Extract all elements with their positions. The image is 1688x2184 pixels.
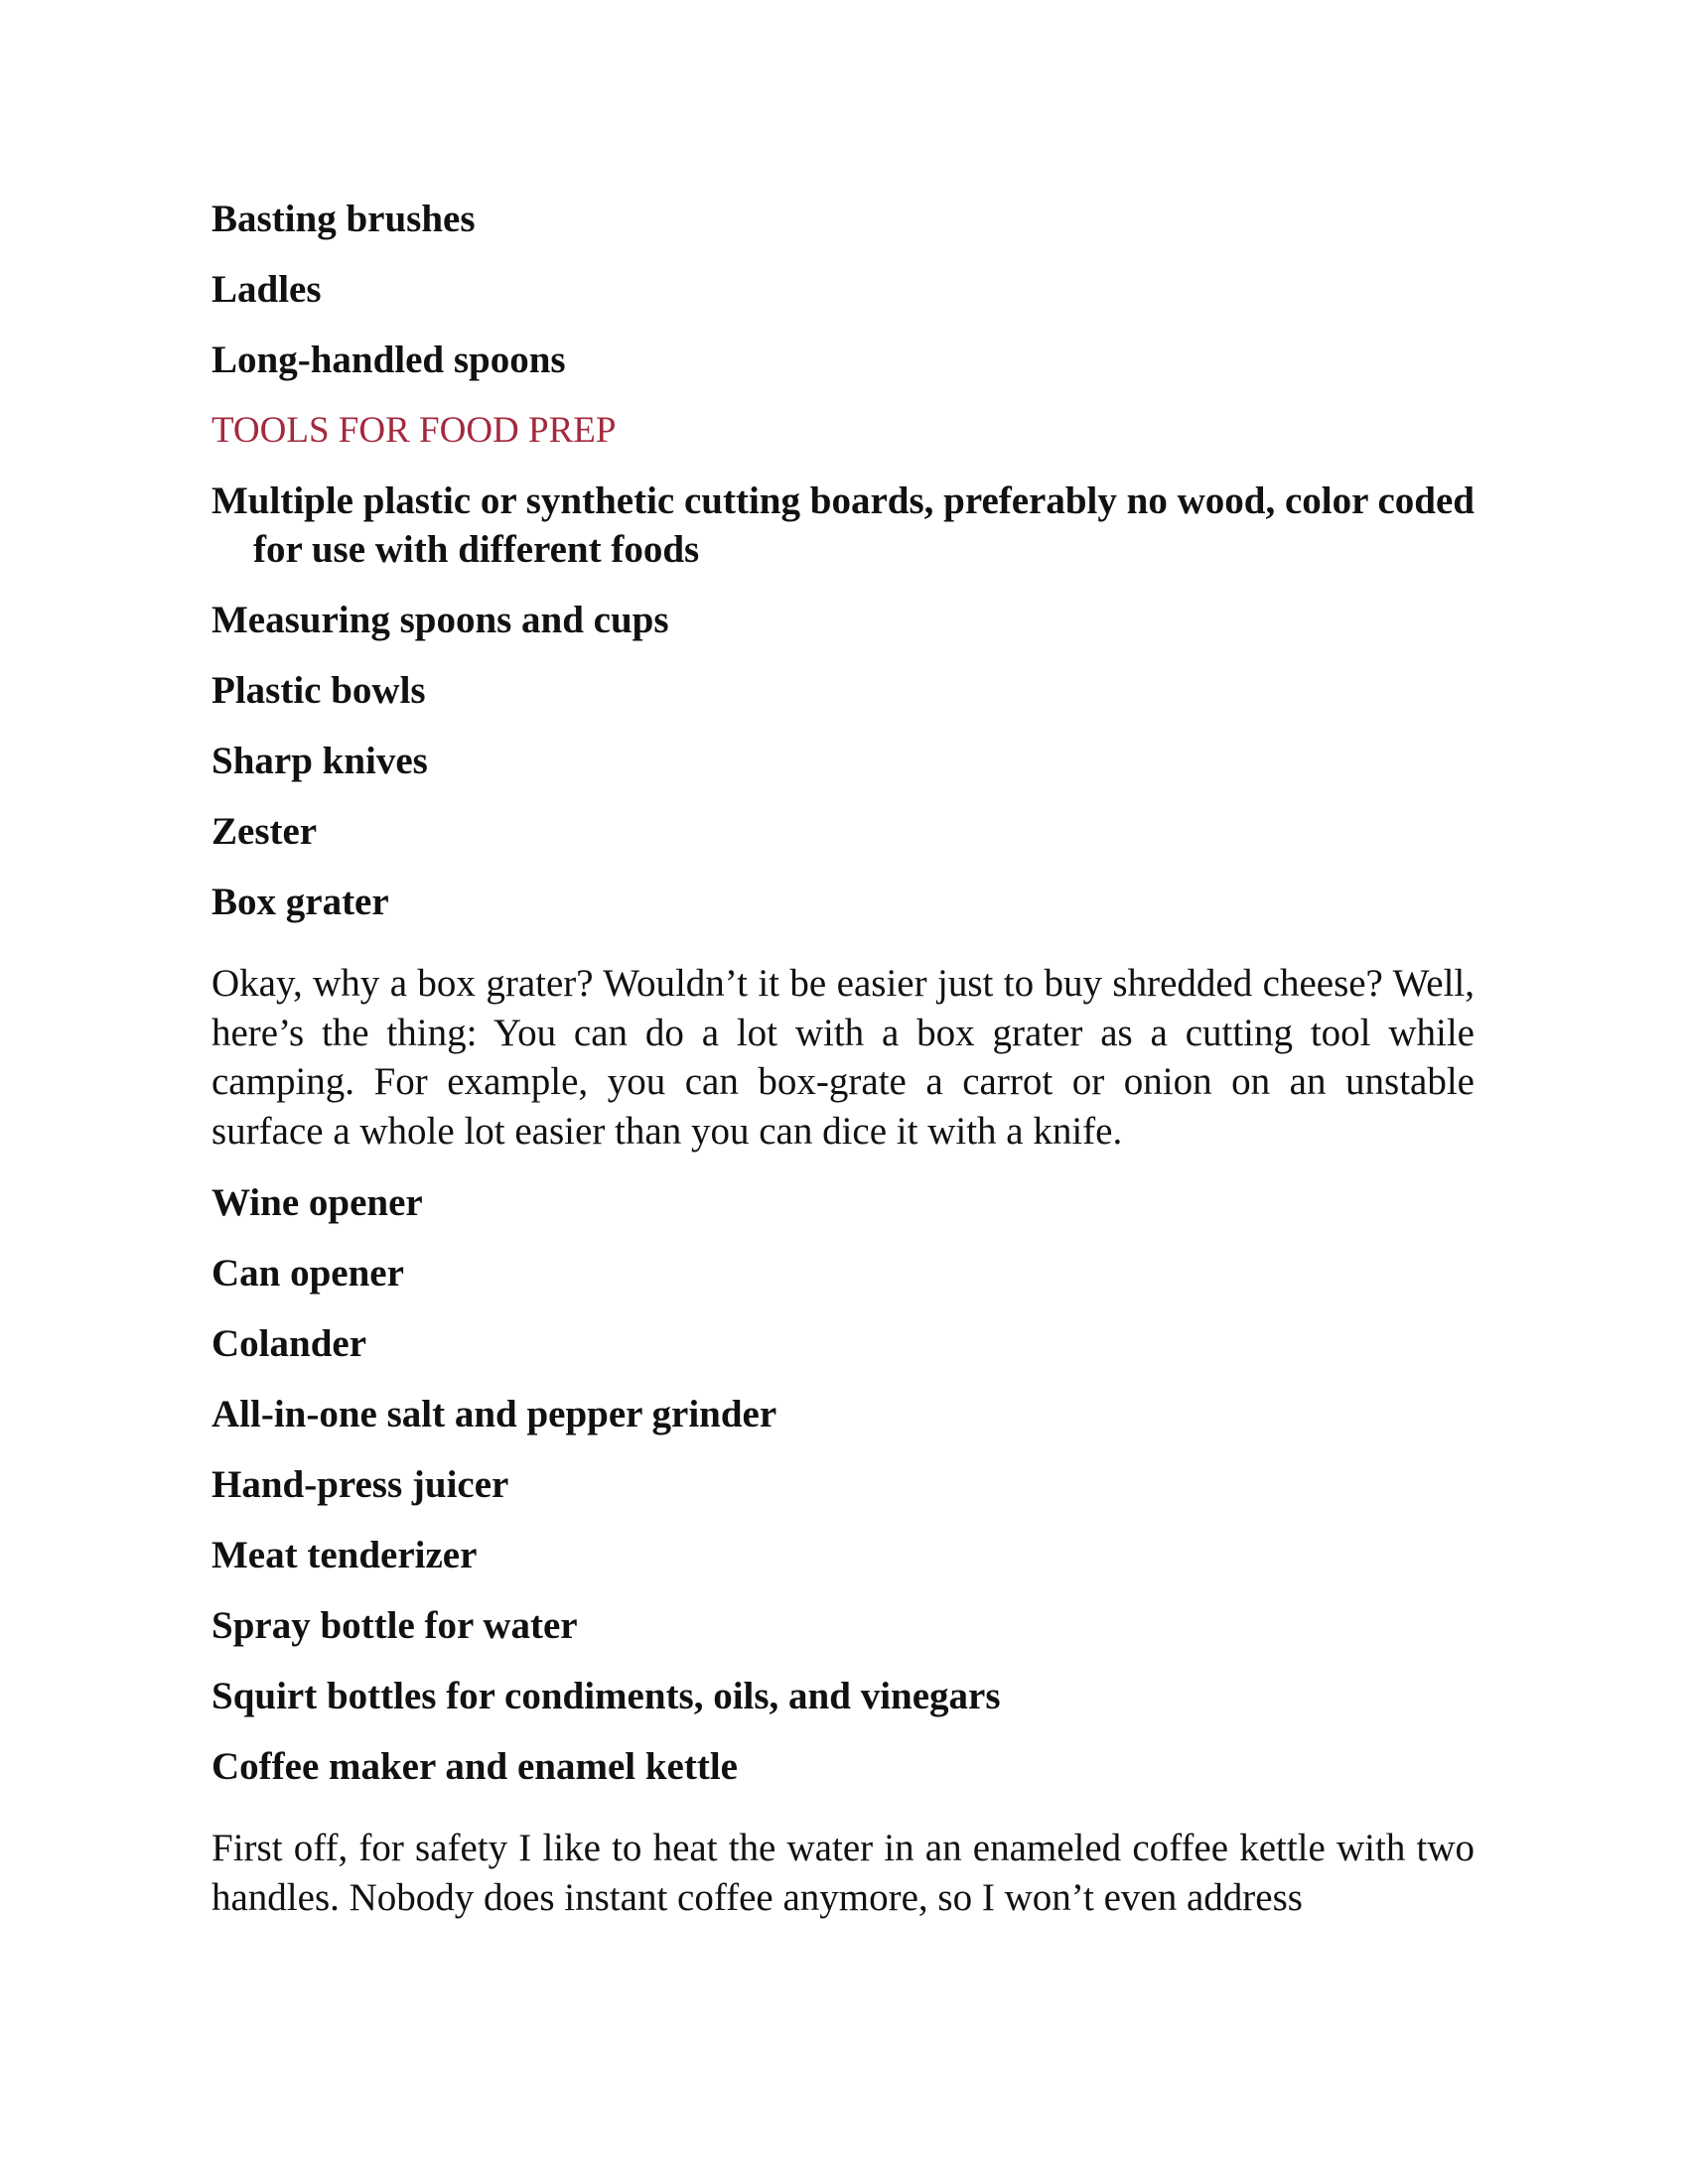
- list-item: Zester: [211, 810, 318, 853]
- document-page: [211, 195, 1475, 1945]
- list-item: Coffee maker and enamel kettle: [211, 1745, 738, 1788]
- list-item: Box grater: [211, 881, 389, 923]
- body-paragraph: Okay, why a box grater? Wouldn’t it be easier just to buy shredded cheese? Well, here’s the thing: You can do a lot with a box grater as a cutting tool while camping. For example, you can box-grate a carrot or onion on an unstable surface a whole lot easier than you can dice it with a knife.: [211, 962, 1475, 1153]
- list-item: Spray bottle for water: [211, 1604, 578, 1647]
- list-item: Can opener: [211, 1252, 404, 1295]
- list-item: Colander: [211, 1322, 366, 1365]
- list-item: Basting brushes: [211, 198, 476, 240]
- list-item: Hand-press juicer: [211, 1463, 509, 1506]
- body-paragraph-continued: First off, for safety I like to heat the water in an enameled coffee kettle with two handles. Nobody does instant coffee anymore, so I won’t even address: [211, 1827, 1475, 1919]
- list-item: Plastic bowls: [211, 669, 426, 712]
- list-item: Squirt bottles for condiments, oils, and vinegars: [211, 1675, 1001, 1717]
- list-item: Multiple plastic or synthetic cutting boards, preferably no wood, color coded for use with different foods: [211, 479, 1475, 571]
- list-item: Ladles: [211, 268, 322, 311]
- list-item: Sharp knives: [211, 740, 428, 782]
- list-item: Measuring spoons and cups: [211, 599, 669, 641]
- list-item: Meat tenderizer: [211, 1534, 478, 1576]
- list-item: Wine opener: [211, 1181, 423, 1224]
- list-item: Long-handled spoons: [211, 339, 566, 381]
- list-item: All-in-one salt and pepper grinder: [211, 1393, 777, 1435]
- section-heading: TOOLS FOR FOOD PREP: [211, 410, 617, 451]
